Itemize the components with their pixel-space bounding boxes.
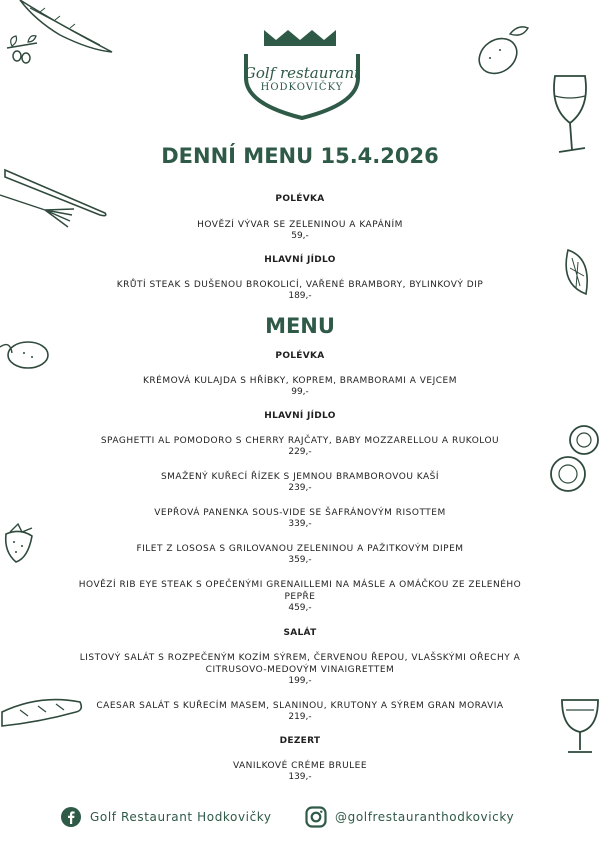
salad-name: CAESAR SALÁT S KUŘECÍM MASEM, SLANINOU, KRUTONY A SÝREM GRAN MORAVIA <box>96 701 504 711</box>
logo-name: Golf restaurant <box>243 64 361 82</box>
menu-dessert-label: DEZERT <box>279 736 321 746</box>
instagram-icon <box>305 806 327 828</box>
menu-mains-label: HLAVNÍ JÍDLO <box>264 411 336 421</box>
instagram-link[interactable] <box>305 806 514 828</box>
salad-name: LISTOVÝ SALÁT S ROZPEČENÝM KOZÍM SÝREM, ČERVENOU ŘEPOU, VLAŠSKÝMI OŘECHY A <box>79 653 521 663</box>
main-dish-name: FILET Z LOSOSA S GRILOVANOU ZELENINOU A PAŽITKOVÝM DIPEM <box>136 544 464 554</box>
daily-menu-title: DENNÍ MENU 15.4.2026 <box>161 144 439 168</box>
facebook-icon <box>60 806 82 828</box>
instagram-handle: @golfrestauranthodkovicky <box>335 810 515 824</box>
daily-soup-price: 59,- <box>291 231 309 241</box>
main-dish-price: 239,- <box>288 483 312 493</box>
daily-main-label: HLAVNÍ JÍDLO <box>264 255 336 265</box>
main-dish-price: 359,- <box>288 555 312 565</box>
menu-soup-name: KRÉMOVÁ KULAJDA S HŘÍBKY, KOPREM, BRAMBORAMI A VEJCEM <box>143 376 457 386</box>
main-dish-name: VEPŘOVÁ PANENKA SOUS-VIDE SE ŠAFRÁNOVÝM RISOTTEM <box>154 508 446 518</box>
main-dish-name-cont: PEPŘE <box>284 592 316 602</box>
menu-soup-label: POLÉVKA <box>275 351 325 361</box>
main-dish-price: 339,- <box>288 519 312 529</box>
olive-branch-illustration <box>2 28 42 68</box>
menu-title: MENU <box>265 314 335 338</box>
menu-salad-label: SALÁT <box>283 628 317 638</box>
salad-price: 199,- <box>288 676 312 686</box>
main-dish-name: SMAŽENÝ KUŘECÍ ŘÍZEK S JEMNOU BRAMBOROVOU KAŠÍ <box>160 472 440 482</box>
salad-name-cont: CITRUSOVO-MEDOVÝM VINAIGRETTEM <box>205 665 395 675</box>
daily-main-price: 189,- <box>288 291 312 301</box>
main-dish-name: HOVĚZÍ RIB EYE STEAK S OPEČENÝMI GRENAILLEMI NA MÁSLE A OMÁČKOU ZE ZELENÉHO <box>78 580 522 590</box>
dessert-price: 139,- <box>288 772 312 782</box>
daily-soup-label: POLÉVKA <box>275 194 325 204</box>
salad-price: 219,- <box>288 712 312 722</box>
menu-soup-price: 99,- <box>291 387 309 397</box>
dessert-name: VANILKOVÉ CRÉME BRULEE <box>232 761 368 771</box>
main-dish-price: 229,- <box>288 447 312 457</box>
facebook-link[interactable] <box>60 806 272 828</box>
main-dish-price: 459,- <box>288 603 312 613</box>
logo-subtitle: HODKOVIČKY <box>260 82 344 93</box>
main-dish-name: SPAGHETTI AL POMODORO S CHERRY RAJČATY, BABY MOZZARELLOU A RUKOLOU <box>100 436 500 446</box>
daily-soup-name: HOVĚZÍ VÝVAR SE ZELENINOU A KAPÁNÍM <box>197 220 403 230</box>
lemon-illustration <box>470 20 532 80</box>
restaurant-logo <box>236 28 368 120</box>
facebook-page-name: Golf Restaurant Hodkovičky <box>90 810 272 824</box>
daily-main-name: KRŮTÍ STEAK S DUŠENOU BROKOLICÍ, VAŘENÉ BRAMBORY, BYLINKOVÝ DIP <box>116 280 484 290</box>
